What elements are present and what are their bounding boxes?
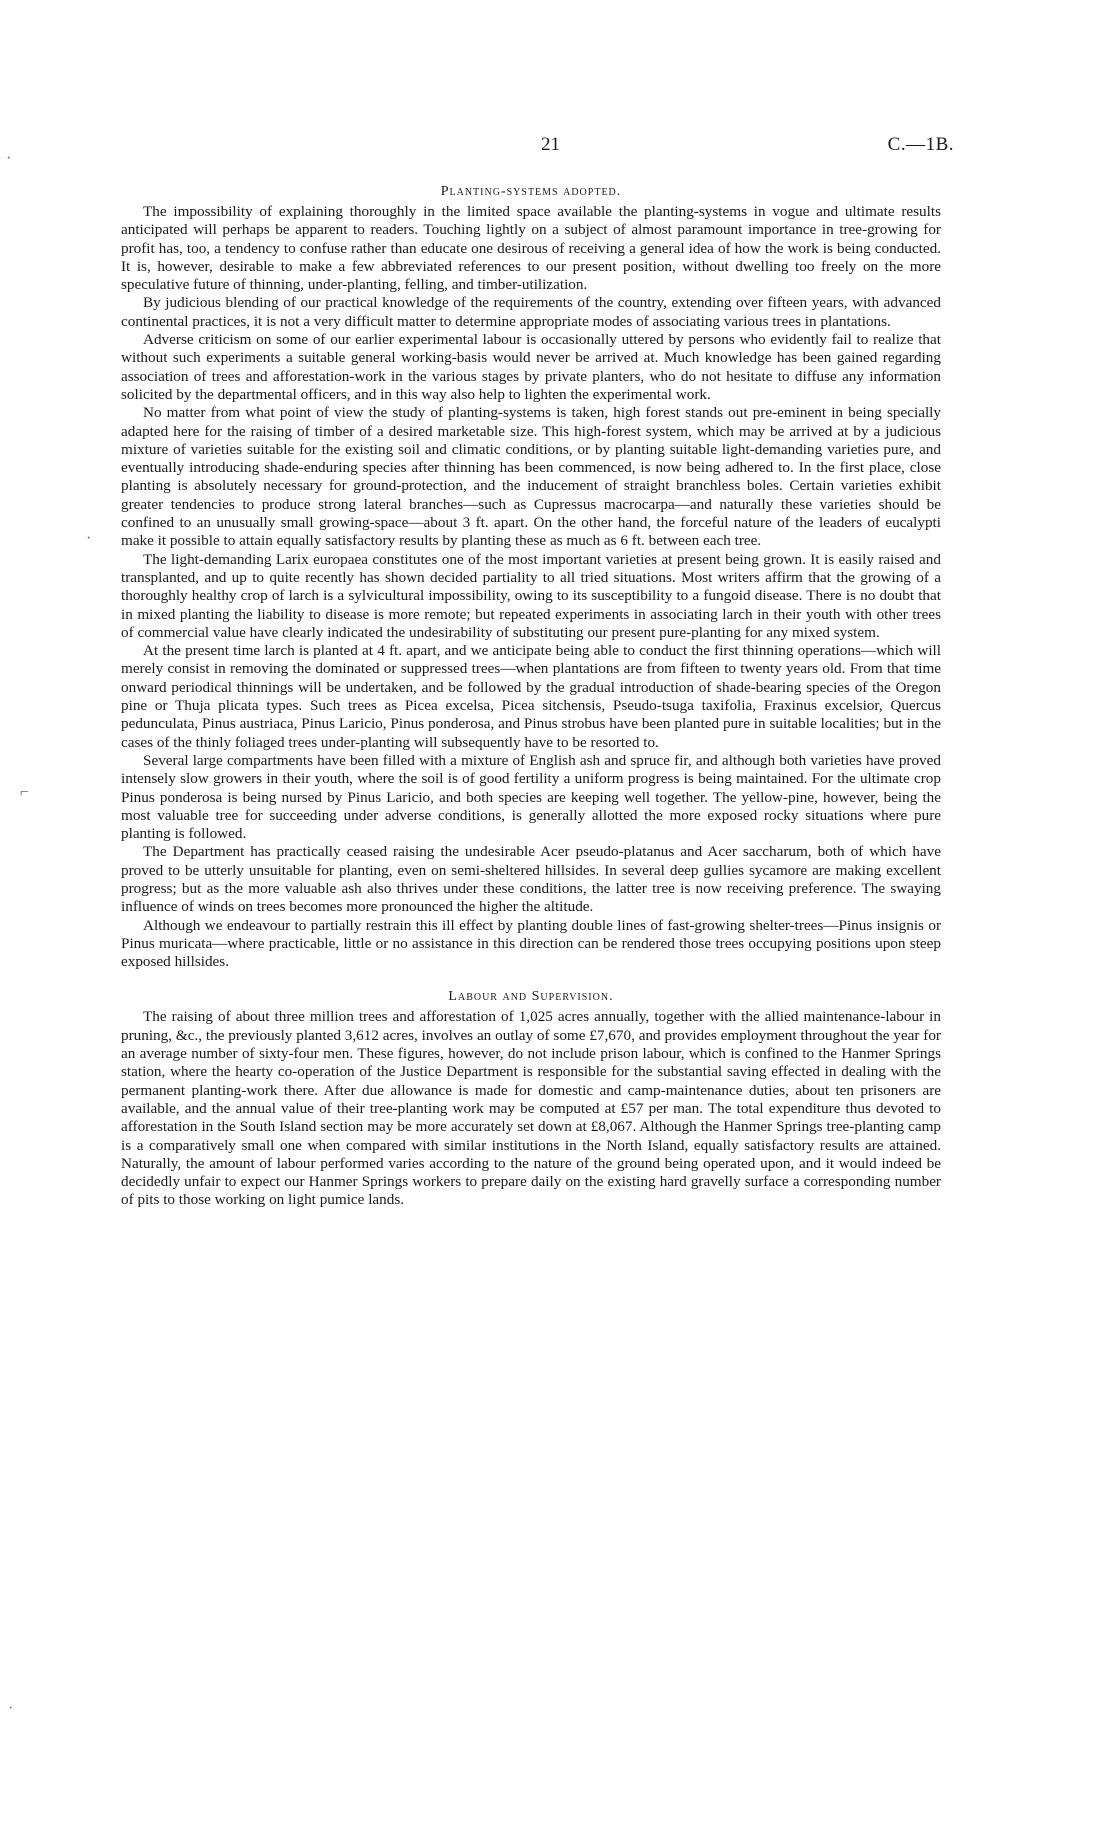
paragraph: No matter from what point of view the study of planting-systems is taken, high forest stands out pre-eminent in being specially adapted here for the raising of timber of a desired marketable size. This high-forest system, which may be arrived at by a judicious mixture of varieties suitable for the existing soil and climatic conditions, or by planting suitable light-demanding varieties pure, and eventually introducing shade-enduring species after thinning has been commenced, is now being adhered to. In the first place, close planting is absolutely necessary for ground-protection, and the inducement of straight branchless boles. Certain varieties exhibit greater tendencies to produce strong lateral branches—such as Cupressus macrocarpa—and naturally these varieties should be confined to an unusually small growing-space—about 3 ft. apart. On the other hand, the forceful nature of the leaders of eucalypti make it possible to attain equally satisfactory results by planting these as much as 6 ft. between each tree.: [121, 404, 941, 550]
section-heading-labour-supervision: Labour and Supervision.: [448, 989, 614, 1005]
paragraph: By judicious blending of our practical knowledge of the requirements of the country, extending over fifteen years, with advanced continental practices, it is not a very difficult matter to determine appropriate modes of associating various trees in plantations.: [121, 294, 941, 330]
paragraph: Several large compartments have been filled with a mixture of English ash and spruce fir, and although both varieties have proved intensely slow growers in their youth, where the soil is of good fertility a uniform progress is being maintained. For the ultimate crop Pinus ponderosa is being nursed by Pinus Laricio, and both species are keeping well together. The yellow-pine, however, being the most valuable tree for succeeding under adverse conditions, is generally allotted the more exposed rocky situations where pure planting is followed.: [121, 751, 941, 843]
document-body: [121, 184, 941, 1210]
paragraph: Adverse criticism on some of our earlier experimental labour is occasionally uttered by persons who evidently fail to realize that without such experiments a suitable general working-basis would never be arrived at. Much knowledge has been gained regarding association of trees and afforestation-work in the various stages by private planters, who do not hesitate to diffuse any information solicited by the departmental officers, and in this way also help to lighten the experimental work.: [121, 331, 941, 403]
margin-mark: ·: [86, 530, 92, 547]
paragraph: The Department has practically ceased raising the undesirable Acer pseudo-platanus and Acer saccharum, both of which have proved to be utterly unsuitable for planting, even on semi-sheltered hillsides. In several deep gullies sycamore are making excellent progress; but as the more valuable ash also thrives under these conditions, the latter tree is now receiving preference. The swaying influence of winds on trees becomes more pronounced the higher the altitude.: [121, 843, 941, 916]
paragraph: At the present time larch is planted at 4 ft. apart, and we anticipate being able to conduct the first thinning operations—which will merely consist in removing the dominated or suppressed trees—when plantations are from fifteen to twenty years old. From that time onward periodical thinnings will be undertaken, and be followed by the gradual introduction of shade-bearing species of the Oregon pine or Thuja plicata types. Such trees as Picea excelsa, Picea sitchensis, Pseudo-tsuga taxifolia, Fraxinus excelsior, Quercus pedunculata, Pinus austriaca, Pinus Laricio, Pinus ponderosa, and Pinus strobus have been planted pure in suitable localities; but in the cases of the thinly foliaged trees under-planting will subsequently have to be resorted to.: [121, 642, 941, 751]
page-number: 21: [541, 134, 560, 155]
paragraph: Although we endeavour to partially restrain this ill effect by planting double lines of fast-growing shelter-trees—Pinus insignis or Pinus muricata—where practicable, little or no assistance in this direction can be rendered those trees occupying positions upon steep exposed hillsides.: [121, 916, 941, 971]
margin-mark: ·: [8, 1700, 14, 1717]
margin-mark: ⌐: [20, 784, 30, 801]
document-reference: C.—1B.: [887, 134, 954, 155]
paragraph: The raising of about three million trees and afforestation of 1,025 acres annually, together with the allied maintenance-labour in pruning, &c., the previously planted 3,612 acres, involves an outlay of some £7,670, and provides employment throughout the year for an average number of sixty-four men. These figures, however, do not include prison labour, which is confined to the Hanmer Springs station, where the hearty co-operation of the Justice Department is responsible for the substantial saving effected in dealing with the permanent planting-work there. After due allowance is made for domestic and camp-maintenance duties, about ten prisoners are available, and the annual value of their tree-planting work may be computed at £57 per man. The total expenditure thus devoted to afforestation in the South Island section may be more accurately set down at £8,067. Although the Hanmer Springs tree-planting camp is a comparatively small one when compared with similar institutions in the North Island, equally satisfactory results are attained. Naturally, the amount of labour performed varies according to the nature of the ground being operated upon, and it would indeed be decidedly unfair to expect our Hanmer Springs workers to prepare daily on the existing hard gravelly surface a corresponding number of pits to those working on light pumice lands.: [121, 1008, 941, 1209]
margin-mark: ·: [6, 150, 12, 167]
page-header: [0, 134, 1114, 164]
paragraph: The light-demanding Larix europaea constitutes one of the most important varieties at present being grown. It is easily raised and transplanted, and up to quite recently has shown decided partiality to all tried situations. Most writers affirm that the growing of a thoroughly healthy crop of larch is a sylvicultural impossibility, owing to its susceptibility to a fungoid disease. There is no doubt that in mixed planting the liability to disease is more remote; but repeated experiments in associating larch in their youth with other trees of commercial value have clearly indicated the undesirability of substituting our present pure-planting for any mixed system.: [121, 550, 941, 641]
paragraph: The impossibility of explaining thoroughly in the limited space available the planting-systems in vogue and ultimate results anticipated will perhaps be apparent to readers. Touching lightly on a subject of almost paramount importance in tree-growing for profit has, too, a tendency to confuse rather than educate one desirous of receiving a general idea of how the work is being conducted. It is, however, desirable to make a few abbreviated references to our present position, without dwelling too freely on the more speculative future of thinning, under-planting, felling, and timber-utilization.: [121, 203, 941, 294]
section-heading-planting-systems: Planting-systems adopted.: [440, 184, 622, 199]
